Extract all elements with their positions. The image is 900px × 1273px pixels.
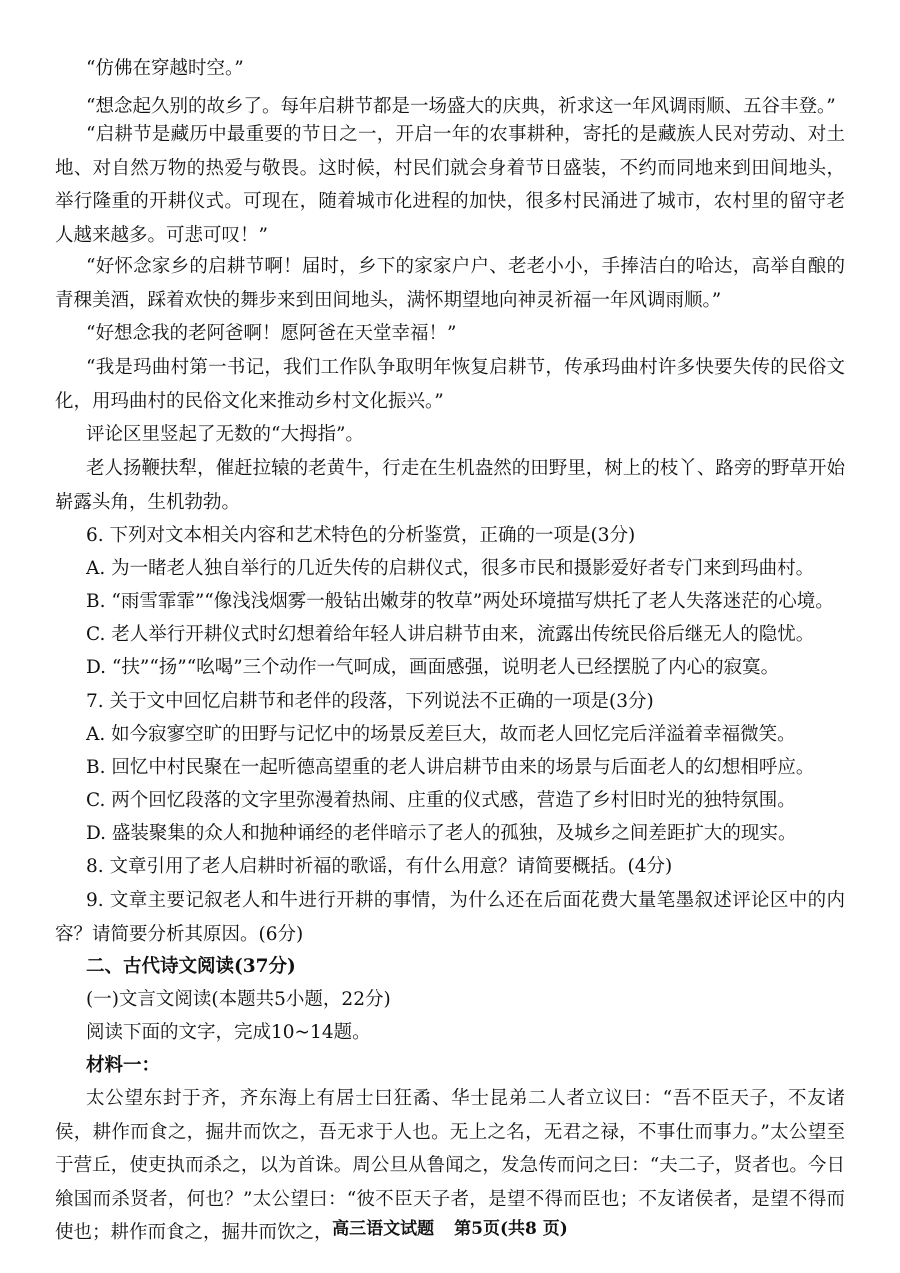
question-7-option-a: A. 如今寂寥空旷的田野与记忆中的场景反差巨大，故而老人回忆完后洋溢着幸福微笑。: [86, 724, 796, 745]
question-7-option-c: C. 两个回忆段落的文字里弥漫着热闹、庄重的仪式感，营造了乡村旧时光的独特氛围。: [86, 790, 796, 811]
question-7-option-d: D. 盛装聚集的众人和抛种诵经的老伴暗示了老人的孤独，及城乡之间差距扩大的现实。: [86, 823, 797, 844]
question-6-option-b: B. “雨雪霏霏”“像浅浅烟雾一般钻出嫩芽的牧草”两处环境描写烘托了老人失落迷茫的心境。: [86, 591, 834, 612]
question-7: 7. 关于文中回忆启耕节和老伴的段落，下列说法不正确的一项是(3分): [86, 691, 654, 712]
question-8: 8. 文章引用了老人启耕时祈福的歌谣，有什么用意？请简要概括。(4分): [86, 856, 673, 877]
paragraph-4: “好怀念家乡的启耕节啊！届时，乡下的家家户户、老老小小，手捧洁白的哈达，高举自酿的青稞美酒，踩着欢快的舞步来到田间地头，满怀期望地向神灵祈福一年风调雨顺。”: [55, 256, 845, 311]
footer-page-number: 第5页(共8 页): [454, 1219, 568, 1239]
paragraph-8: 老人扬鞭扶犁，催赶拉辕的老黄牛，行走在生机盎然的田野里，树上的枝丫、路旁的野草开始崭露头角，生机勃勃。: [55, 458, 845, 513]
question-6-option-d: D. “扶”“扬”“吆喝”三个动作一气呵成，画面感强，说明老人已经摆脱了内心的寂寞。: [86, 657, 780, 678]
paragraph-6: “我是玛曲村第一书记，我们工作队争取明年恢复启耕节，传承玛曲村许多快要失传的民俗文化，用玛曲村的民俗文化来推动乡村文化振兴。”: [55, 357, 845, 412]
footer-subject: 高三语文试题: [332, 1219, 435, 1239]
section-heading: 二、古代诗文阅读(37分): [86, 956, 296, 977]
question-6: 6. 下列对文本相关内容和艺术特色的分析鉴赏，正确的一项是(3分): [86, 525, 636, 546]
reading-instruction: 阅读下面的文字，完成10~14题。: [86, 1022, 371, 1043]
material-label: 材料一：: [86, 1055, 161, 1076]
paragraph-2: “想念起久别的故乡了。每年启耕节都是一场盛大的庆典，祈求这一年风调雨顺、五谷丰登。”: [86, 96, 836, 117]
paragraph-3: “启耕节是藏历中最重要的节日之一，开启一年的农事耕种，寄托的是藏族人民对劳动、对土地、对自然万物的热爱与敬畏。这时候，村民们就会身着节日盛装，不约而同地来到田间地头，举行隆重的开耕仪式。可现在，随着城市化进程的加快，很多村民涌进了城市，农村里的留守老人越来越多。可悲可叹！”: [55, 124, 845, 246]
paragraph-1: “仿佛在穿越时空。”: [86, 58, 244, 79]
paragraph-7: 评论区里竖起了无数的“大拇指”。: [86, 424, 364, 445]
paragraph-5: “好想念我的老阿爸啊！愿阿爸在天堂幸福！”: [86, 323, 457, 344]
question-6-option-c: C. 老人举行开耕仪式时幻想着给年轻人讲启耕节由来，流露出传统民俗后继无人的隐忧。: [86, 624, 815, 645]
classical-text: 太公望东封于齐，齐东海上有居士曰狂矞、华士昆弟二人者立议曰：“吾不臣天子，不友诸侯，耕作而食之，掘井而饮之，吾无求于人也。无上之名，无君之禄，不事仕而事力。”太公望至于营丘，使吏执而杀之，以为首诛。周公旦从鲁闻之，发急传而问之曰：“夫二子，贤者也。今日飨国而杀贤者，何也？”太公望曰：“彼不臣天子者，是望不得而臣也；不友诸侯者，是望不得而使也；耕作而食之，掘井而饮之，: [55, 1088, 845, 1243]
question-9: 9. 文章主要记叙老人和牛进行开耕的事情，为什么还在后面花费大量笔墨叙述评论区中的内容？请简要分析其原因。(6分): [55, 890, 845, 945]
question-7-option-b: B. 回忆中村民聚在一起听德高望重的老人讲启耕节由来的场景与后面老人的幻想相呼应。: [86, 757, 815, 778]
question-6-option-a: A. 为一睹老人独自举行的几近失传的启耕仪式，很多市民和摄影爱好者专门来到玛曲村。: [86, 558, 815, 579]
page-footer: [0, 1214, 900, 1239]
subsection-heading: (一)文言文阅读(本题共5小题，22分): [86, 989, 391, 1010]
